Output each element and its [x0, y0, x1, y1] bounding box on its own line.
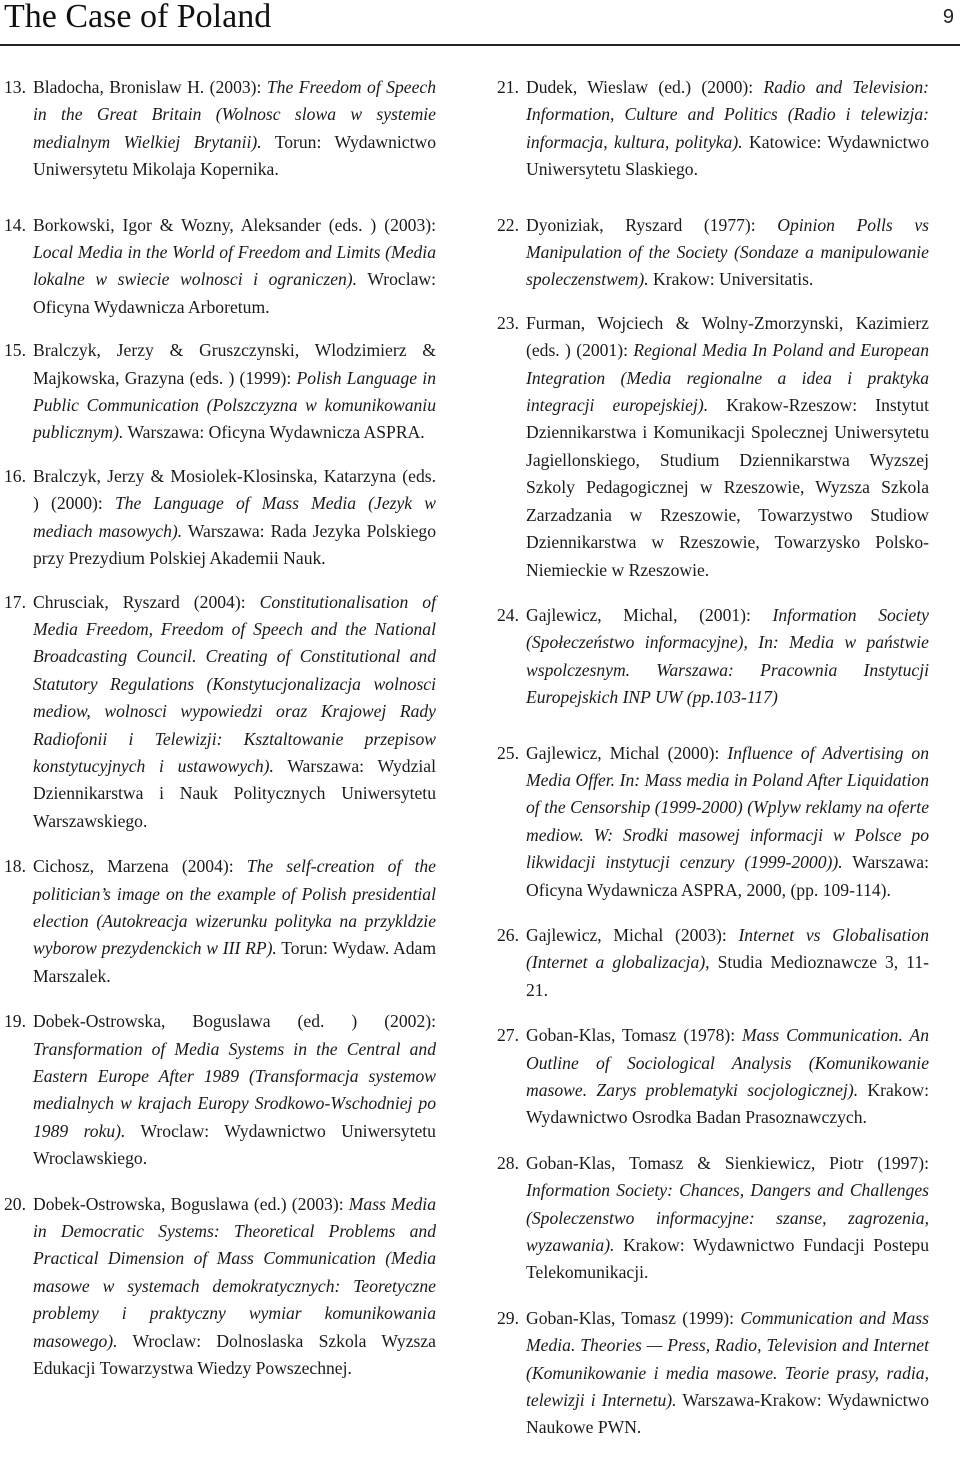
reference-number: 28.	[497, 1152, 519, 1173]
reference-entry	[497, 212, 929, 294]
reference-number: 13.	[4, 77, 26, 97]
reference-authors: Gajlewicz, Michal, (2001):	[526, 604, 773, 625]
reference-authors: Dudek, Wieslaw (ed.) (2000):	[526, 77, 764, 97]
right-column	[497, 74, 929, 1442]
reference-title: Mass Communication. An Outline of Sociological Analysis (Komunikowanie masowe. Zarys problematyki socjologicznej).	[526, 1025, 929, 1100]
reference-entry	[497, 1022, 929, 1132]
reference-title: The Freedom of Speech in the Great Britain (Wolnosc slowa w systemie medialnym Wielkiej Brytanii).	[33, 77, 437, 152]
reference-authors: Goban-Klas, Tomasz (1999):	[526, 1307, 741, 1328]
left-column	[4, 74, 436, 1382]
reference-number: 15.	[4, 340, 26, 361]
reference-authors: Dyoniziak, Ryszard (1977):	[526, 214, 778, 235]
reference-title: Radio and Television: Information, Culture and Politics (Radio i telewizja: informacja, kultura, polityka).	[526, 77, 929, 152]
reference-number: 23.	[497, 312, 519, 333]
reference-entry	[4, 212, 436, 322]
reference-publisher: Warszawa-Krakow: Wydawnictwo Naukowe PWN.	[526, 1390, 930, 1438]
reference-authors: Chrusciak, Ryszard (2004):	[33, 591, 260, 612]
reference-entry	[4, 589, 436, 836]
reference-title: Information Society: Chances, Dangers and Challenges (Spoleczenstwo informacyjne: szanse, zagrozenia, wyzawania).	[526, 1180, 929, 1256]
reference-publisher: Krakow: Wydawnictwo Fundacji Postepu Telekomunikacji.	[526, 1235, 929, 1283]
reference-title: Regional Media In Poland and European Integration (Media regionalne a idea i praktyka integracji europejskiej).	[526, 340, 929, 416]
reference-number: 16.	[4, 465, 26, 486]
reference-entry	[497, 1150, 929, 1287]
reference-publisher: Warszawa: Wydzial Dziennikarstwa i Nauk Politycznych Uniwersytetu Warszawskiego.	[33, 755, 436, 831]
reference-authors: Cichosz, Marzena (2004):	[33, 856, 247, 877]
reference-authors: Gajlewicz, Michal (2003):	[526, 924, 739, 945]
reference-number: 19.	[4, 1011, 26, 1032]
reference-entry	[4, 1008, 436, 1172]
reference-publisher: Katowice: Wydawnictwo Uniwersytetu Slaskiego.	[526, 131, 929, 180]
reference-title: The self-creation of the politician’s image on the example of Polish presidential election (Autokreacja wizerunku polityka na przykldzie wyborow prezydenckich w III RP).	[33, 856, 436, 959]
reference-entry	[497, 922, 929, 1004]
reference-authors: Bralczyk, Jerzy & Mosiolek-Klosinska, Katarzyna (eds. ) (2000):	[33, 465, 436, 514]
reference-number: 17.	[4, 591, 26, 612]
reference-authors: Goban-Klas, Tomasz & Sienkiewicz, Piotr (1997):	[526, 1152, 929, 1173]
reference-number: 14.	[4, 214, 26, 235]
reference-number: 20.	[4, 1193, 26, 1214]
reference-title: Opinion Polls vs Manipulation of the Society (Sondaze a manipulowanie spoleczenstwem).	[526, 214, 930, 290]
reference-authors: Dobek-Ostrowska, Boguslawa (ed. ) (2002):	[33, 1011, 436, 1032]
reference-publisher: Krakow: Universitatis.	[648, 269, 814, 290]
reference-entry	[4, 853, 436, 990]
reference-title: Internet vs Globalisation (Internet a globalizacja),	[526, 924, 929, 973]
reference-title: Constitutionalisation of Media Freedom, Freedom of Speech and the National Broadcasting Council. Creating of Constitutional and Statutory Regulations (Konstytucjonalizacja wolnosci mediow, wolnosci wypowiedzi oraz Krajowej Rady Radiofonii i Telewizji: Ksztaltowanie przepisow konstytucyjnych i ustawowych).	[33, 591, 436, 776]
reference-entry	[4, 337, 436, 447]
reference-publisher: Krakow: Wydawnictwo Osrodka Badan Prasoznawczych.	[526, 1080, 929, 1128]
reference-number: 29.	[497, 1307, 519, 1328]
reference-number: 24.	[497, 604, 519, 625]
reference-publisher: Wroclaw: Dolnoslaska Szkola Wyzsza Edukacji Towarzystwa Wiedzy Powszechnej.	[33, 1330, 436, 1379]
reference-authors: Borkowski, Igor & Wozny, Aleksander (eds. ) (2003):	[33, 214, 436, 235]
running-title: The Case of Poland	[4, 0, 272, 35]
reference-publisher: Wroclaw: Oficyna Wydawnicza Arboretum.	[33, 269, 436, 317]
reference-title: Information Society (Społeczeństwo informacyjne), In: Media w państwie wspolczesnym. Warszawa: Pracownia Instytucji Europejskich INP UW (pp.103-117)	[526, 604, 929, 708]
reference-authors: Gajlewicz, Michal (2000):	[526, 742, 728, 763]
page-header	[0, 0, 960, 46]
reference-entry	[4, 1191, 436, 1383]
reference-publisher: Warszawa: Oficyna Wydawnicza ASPRA.	[123, 422, 425, 443]
reference-title: Polish Language in Public Communication (Polszczyzna w komunikowaniu publicznym).	[33, 367, 436, 443]
reference-publisher: Warszawa: Rada Jezyka Polskiego przy Prezydium Polskiej Akademii Nauk.	[33, 520, 436, 569]
reference-title: Local Media in the World of Freedom and Limits (Media lokalne w swiecie wolnosci i ograniczen).	[33, 242, 436, 290]
reference-entry	[4, 74, 436, 184]
reference-entry	[497, 310, 929, 584]
reference-entry	[497, 602, 929, 712]
reference-title: Mass Media in Democratic Systems: Theoretical Problems and Practical Dimension of Mass Communication (Media masowe w systemach demokratycznych: Teoretyczne problemy i praktyczny wymiar komunikowania masowego).	[33, 1193, 436, 1351]
reference-title: Communication and Mass Media. Theories — Press, Radio, Television and Internet (Komunikowanie i media masowe. Teorie prasy, radia, telewizji i Internetu).	[526, 1307, 929, 1411]
reference-authors: Bralczyk, Jerzy & Gruszczynski, Wlodzimierz & Majkowska, Grazyna (eds. ) (1999):	[33, 340, 436, 388]
reference-number: 27.	[497, 1025, 519, 1046]
reference-publisher: Studia Medioznawcze 3, 11-21.	[526, 952, 929, 1000]
reference-publisher: Torun: Wydawnictwo Uniwersytetu Mikolaja Kopernika.	[33, 131, 436, 180]
reference-publisher: Krakow-Rzeszow: Instytut Dziennikarstwa i Komunikacji Spolecznej Uniwersytetu Jagiellonskiego, Studium Dziennikarstwa Wyzszej Szkoly Pedagogicznej w Rzeszowie, Wyzsza Szkola Zarzadzania w Rzeszowie, Towarzystwo Studiow Dziennikarstwa w Rzeszowie, Towarzysko Polsko-Niemieckie w Rzeszowie.	[526, 395, 929, 580]
reference-entry	[497, 74, 929, 184]
reference-publisher: Wroclaw: Wydawnictwo Uniwersytetu Wroclawskiego.	[33, 1120, 436, 1169]
reference-number: 21.	[497, 77, 519, 97]
reference-publisher: Warszawa: Oficyna Wydawnicza ASPRA, 2000, (pp. 109-114).	[526, 852, 929, 900]
reference-authors: Bladocha, Bronislaw H. (2003):	[33, 77, 267, 97]
reference-number: 25.	[497, 742, 519, 763]
reference-entry	[4, 463, 436, 573]
reference-title: Influence of Advertising on Media Offer. In: Mass media in Poland After Liquidation of the Censorship (1999-2000) (Wplyw reklamy na oferte mediow. W: Srodki masowej informacji w Polsce po likwidacji instytucji cenzury (1999-2000)).	[526, 742, 929, 873]
page-number: 9	[942, 6, 954, 28]
reference-publisher: Torun: Wydaw. Adam Marszalek.	[33, 938, 437, 986]
reference-entry	[497, 740, 929, 904]
reference-authors: Furman, Wojciech & Wolny-Zmorzynski, Kazimierz (eds. ) (2001):	[526, 312, 929, 361]
reference-number: 18.	[4, 856, 26, 877]
reference-entry	[497, 1305, 929, 1442]
reference-title: The Language of Mass Media (Jezyk w mediach masowych).	[33, 493, 436, 541]
reference-number: 26.	[497, 924, 519, 945]
reference-title: Transformation of Media Systems in the Central and Eastern Europe After 1989 (Transformacja systemow medialnych w krajach Europy Srodkowo-Wschodniej po 1989 roku).	[33, 1038, 436, 1141]
reference-number: 22.	[497, 214, 519, 235]
reference-authors: Goban-Klas, Tomasz (1978):	[526, 1025, 743, 1046]
reference-authors: Dobek-Ostrowska, Boguslawa (ed.) (2003):	[33, 1193, 349, 1214]
